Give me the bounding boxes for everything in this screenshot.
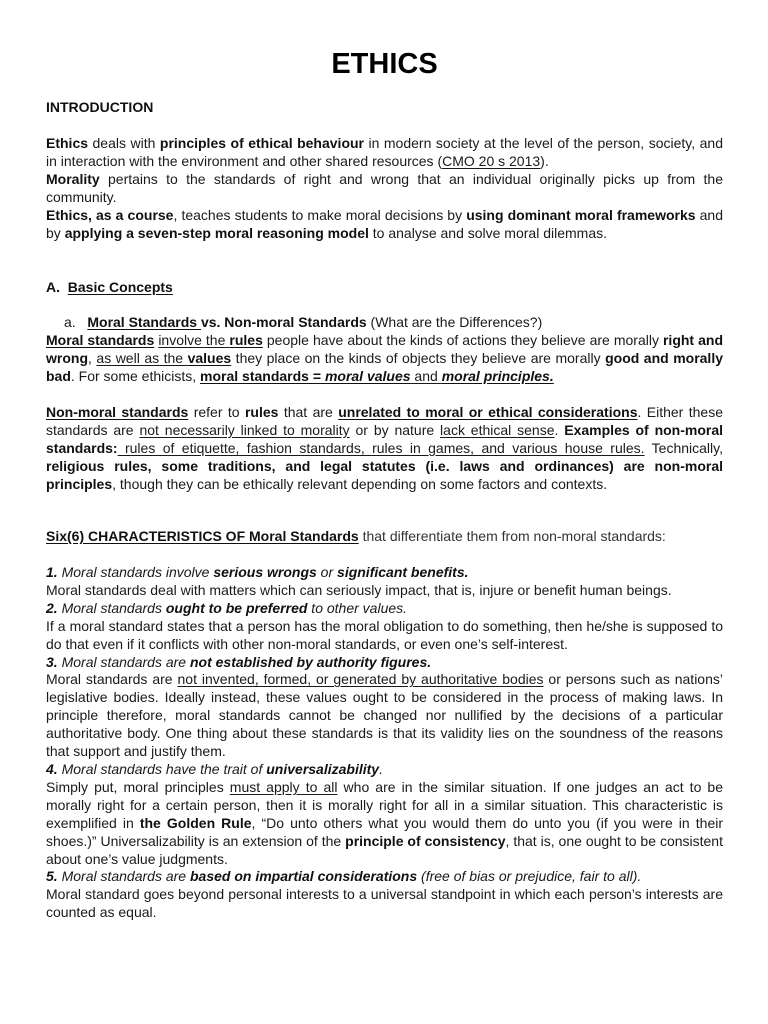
characteristic-2-body: If a moral standard states that a person has the moral obligation to do something, then he/she is supposed to do that even if it conflicts with other non-moral standards, or even one’s self-interest.	[46, 618, 723, 652]
characteristic-1-heading	[46, 564, 723, 582]
text-run: principles of ethical behaviour	[159, 135, 364, 151]
text-run: (What are the Differences?)	[366, 314, 543, 330]
characteristic-3-heading	[46, 654, 723, 672]
text-run: moral principles.	[441, 367, 554, 384]
text-run: ,	[88, 349, 97, 366]
text-run: or	[316, 564, 338, 580]
text-run: or by nature	[349, 421, 441, 438]
text-run: as well as the	[96, 349, 188, 366]
text-run: who are in the similar situation. If one judges an act to be morally right for a certain person, then it is morally right for all in a similar situation. This characteristic is exemplified in	[46, 779, 723, 831]
text-run: that differentiate them from non-moral standards:	[358, 528, 666, 544]
text-run: that are	[278, 404, 339, 420]
text-run: universalizability	[266, 761, 380, 777]
text-run: using dominant moral frameworks	[466, 207, 696, 223]
text-run: Simply put, moral principles	[46, 779, 230, 795]
text-run: or persons such as nations’ legislative bodies. Ideally instead, these values ought to be considered in the process of making laws. In principle therefore, moral standards cannot be changed nor nullified by the decisions of a particular authoritative body. One thing about these standards is that its validity lies on the soundness of the reasons that support and justify them.	[46, 671, 723, 759]
text-run: Morality	[46, 171, 100, 187]
text-run: people have about the kinds of actions they believe are morally	[262, 332, 663, 348]
text-run: Moral standards are	[46, 671, 178, 687]
text-run: moral standards =	[200, 367, 325, 384]
text-run: moral values	[324, 367, 411, 384]
text-run: . For some ethicists,	[70, 367, 201, 384]
text-run: 4.	[46, 761, 58, 777]
text-run: not invented, formed, or generated by authoritative bodies	[177, 671, 544, 687]
text-run: 2.	[46, 600, 58, 616]
text-run: they place on the kinds of objects they believe are morally	[231, 349, 606, 366]
characteristic-5-heading	[46, 868, 723, 886]
text-run: applying a seven-step moral reasoning model	[64, 224, 369, 241]
text-run: rules of etiquette, fashion standards, rules in games, and various house rules.	[124, 439, 645, 456]
text-run: , “Do unto others what you would them do unto you (if you were in their shoes.)” Universalizability is an extension of the	[46, 814, 723, 849]
section-letter: A.	[46, 279, 60, 295]
intro-paragraph-course	[46, 207, 723, 243]
text-run: rules	[229, 332, 263, 348]
text-run: . Either these standards are	[46, 404, 723, 438]
text-run: Ethics, as a course	[46, 207, 174, 223]
section-heading	[46, 279, 723, 297]
text-run: rules	[244, 404, 279, 420]
text-run: ought to be preferred	[165, 600, 308, 616]
text-run: ).	[540, 152, 549, 169]
text-run: must apply to all	[229, 779, 338, 795]
intro-paragraph-ethics	[46, 135, 723, 171]
text-run: pertains to the standards of right and wrong that an individual originally picks up from the community.	[46, 171, 723, 205]
characteristic-2-heading	[46, 600, 723, 618]
text-run: unrelated to moral or ethical considerations	[338, 404, 638, 420]
text-run: to other values.	[307, 600, 408, 616]
text-run: Moral Standards	[87, 314, 201, 330]
text-run: Moral standards	[46, 332, 155, 348]
text-run: , though they can be ethically relevant depending on some factors and contexts.	[112, 475, 608, 492]
text-run: Moral standards have the trait of	[57, 761, 267, 777]
subsection-letter: a.	[64, 314, 76, 330]
intro-paragraph-morality	[46, 171, 723, 207]
text-run: Six(6) CHARACTERISTICS OF Moral Standards	[46, 528, 359, 544]
text-run: principle of consistency	[345, 832, 506, 849]
text-run: not established by authority figures.	[189, 654, 432, 670]
text-run: based on impartial considerations	[189, 868, 418, 884]
intro-heading: INTRODUCTION	[46, 99, 154, 115]
moral-standards-definition	[46, 332, 723, 386]
text-run: in modern society at the level of the person, society, and in interaction with the environment and other shared resources (	[46, 135, 723, 169]
ethics-term: Ethics	[46, 135, 89, 151]
section-title: Basic Concepts	[67, 279, 173, 295]
text-run: (free of bias or prejudice, fair to all).	[417, 868, 642, 884]
text-run: lack ethical sense	[440, 421, 555, 438]
text-run: religious rules, some traditions, and legal statutes (i.e. laws and ordinances) are non-moral principles	[46, 457, 723, 492]
text-run: good and morally bad	[46, 349, 723, 384]
text-run: serious wrongs	[213, 564, 317, 580]
text-run	[118, 440, 125, 456]
characteristic-4-body	[46, 779, 723, 869]
characteristic-4-heading	[46, 761, 723, 779]
text-run: and by	[46, 207, 724, 241]
text-run: Non-moral standards	[46, 404, 189, 420]
text-run: , that is, one ought to be consistent about one’s value judgments.	[46, 832, 723, 867]
text-run: Moral standards are	[57, 868, 190, 884]
text-run: involve the	[158, 332, 230, 348]
text-run: 5.	[46, 868, 58, 884]
text-run: , teaches students to make moral decisions by	[173, 207, 467, 223]
text-run: the Golden Rule	[139, 814, 252, 831]
characteristic-1-body: Moral standards deal with matters which can seriously impact, that is, injure or benefit human beings.	[46, 582, 672, 598]
text-run: 3.	[46, 654, 58, 670]
subsection-heading	[64, 314, 723, 332]
text-run: Moral standards are	[57, 654, 190, 670]
characteristic-5-body: Moral standard goes beyond personal interests to a universal standpoint in which each person’s interests are counted as equal.	[46, 886, 723, 920]
six-characteristics-heading	[46, 528, 723, 546]
text-run: and	[410, 367, 442, 384]
text-run: deals with	[88, 135, 160, 151]
text-run: .	[554, 421, 565, 438]
text-run: right and wrong	[46, 332, 724, 366]
text-run: refer to	[188, 404, 245, 420]
text-run: Moral standards involve	[57, 564, 214, 580]
text-run: Moral standards	[57, 600, 166, 616]
text-run: vs. Non-moral Standards	[200, 314, 367, 330]
non-moral-standards-definition	[46, 404, 723, 494]
text-run: values	[187, 349, 232, 366]
text-run: significant benefits.	[337, 564, 469, 580]
text-run: 1.	[46, 564, 58, 580]
cmo-reference: CMO 20 s 2013	[442, 152, 541, 169]
text-run: Examples of non-moral standards:	[46, 421, 724, 456]
document-title: ETHICS	[331, 48, 438, 80]
text-run: not necessarily linked to morality	[139, 421, 350, 438]
text-run: to analyse and solve moral dilemmas.	[368, 224, 607, 241]
text-run: Technically,	[644, 439, 724, 456]
text-run: .	[379, 761, 383, 777]
characteristic-3-body	[46, 671, 723, 761]
